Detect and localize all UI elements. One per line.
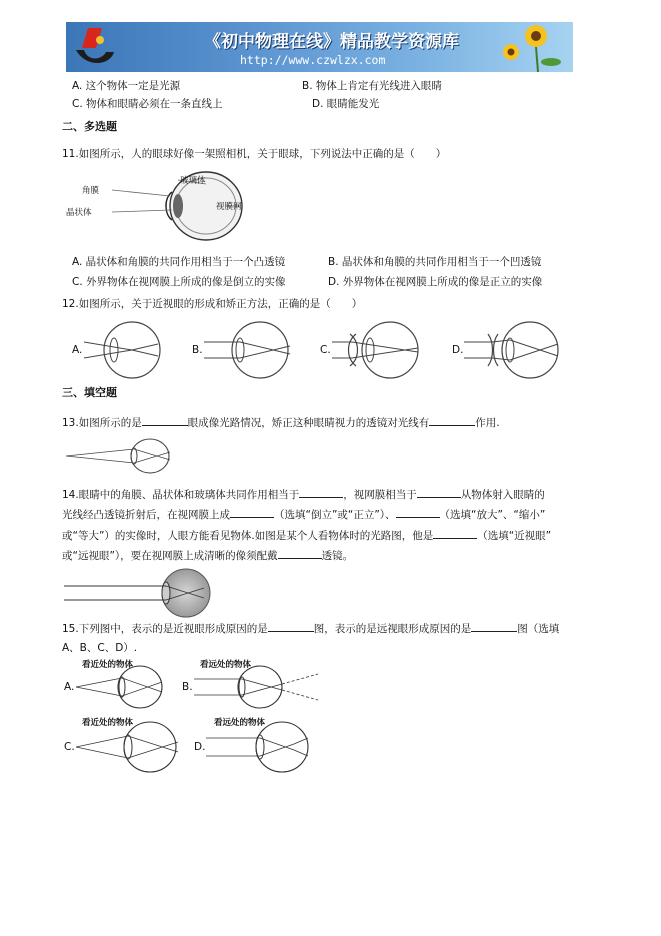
- q14-line-4: 或“远视眼”），要在视网膜上成清晰的像须配戴 透镜。: [62, 550, 354, 562]
- q12-label-c[interactable]: C.: [320, 344, 331, 356]
- q13-blank-1[interactable]: [142, 415, 188, 426]
- q15-label-a[interactable]: A.: [64, 681, 75, 693]
- label-lens: 晶状体: [66, 208, 92, 218]
- q10-option-d[interactable]: D. 眼睛能发光: [312, 98, 380, 110]
- q13-part2: 眼成像光路情况，矫正这种眼睛视力的透镜对光线有: [187, 417, 430, 429]
- q12-label-d[interactable]: D.: [452, 344, 464, 356]
- banner-title: 《初中物理在线》精品教学资源库: [204, 32, 459, 52]
- header-banner: [66, 22, 573, 72]
- q15-diagram-b: [194, 664, 324, 714]
- q11-option-b[interactable]: B. 晶状体和角膜的共同作用相当于一个凹透镜: [328, 256, 542, 268]
- q12-stem: 12.如图所示，关于近视眼的形成和矫正方法，正确的是（ ）: [62, 298, 363, 310]
- q12-diagram-c: [332, 320, 422, 384]
- q15-blank-2[interactable]: [471, 621, 517, 632]
- q15-blank-1[interactable]: [268, 621, 314, 632]
- q13-blank-2[interactable]: [429, 415, 475, 426]
- q15-label-c[interactable]: C.: [64, 741, 75, 753]
- q11-option-c[interactable]: C. 外界物体在视网膜上所成的像是倒立的实像: [72, 276, 286, 288]
- q12-diagram-b: [204, 320, 294, 384]
- q13-part1: 13.如图所示的是: [62, 417, 142, 429]
- q14-blank-3[interactable]: [230, 507, 274, 518]
- q14-line-2: 光线经凸透镜折射后，在视网膜上成 （选填“倒立”或“正立”）、 （选填“放大”、“缩小”: [62, 509, 546, 521]
- q14-blank-6[interactable]: [278, 548, 322, 559]
- q10-option-c[interactable]: C. 物体和眼睛必须在一条直线上: [72, 98, 223, 110]
- sunflower-icon: [503, 25, 561, 72]
- q13-diagram: [66, 438, 176, 478]
- q15-line-2: A、B、C、D）.: [62, 642, 138, 654]
- q15-caption-d: 看远处的物体: [214, 718, 266, 728]
- q15-diagram-c: [76, 720, 186, 778]
- label-cornea: 角膜: [82, 186, 100, 196]
- q12-label-b[interactable]: B.: [192, 344, 203, 356]
- label-retina: 视膜网: [216, 202, 242, 212]
- q15-line-1: 15.下列图中，表示的是近视眼形成原因的是 图，表示的是远视眼形成原因的是 图（选填: [62, 623, 560, 635]
- q15-diagram-a: [76, 664, 166, 714]
- q11-option-d[interactable]: D. 外界物体在视网膜上所成的像是正立的实像: [328, 276, 543, 288]
- q14-diagram: [64, 568, 214, 622]
- q13-part3: 作用.: [475, 417, 500, 429]
- q12-label-a[interactable]: A.: [72, 344, 83, 356]
- q15-label-d[interactable]: D.: [194, 741, 206, 753]
- q15-diagram-d: [206, 720, 316, 778]
- q13-text: [62, 415, 500, 430]
- logo-icon: [76, 28, 114, 63]
- q15-caption-a: 看近处的物体: [82, 660, 134, 670]
- q15-label-b[interactable]: B.: [182, 681, 193, 693]
- q14-blank-5[interactable]: [433, 528, 477, 539]
- banner-url: http://www.czwlzx.com: [240, 53, 386, 67]
- q10-option-a[interactable]: A. 这个物体一定是光源: [72, 80, 181, 92]
- q15-caption-c: 看近处的物体: [82, 718, 134, 728]
- q14-blank-2[interactable]: [417, 487, 461, 498]
- q11-eye-diagram: [66, 166, 256, 246]
- q14-line-3: 或“等大”）的实像时，人眼方能看见物体.如图是某个人看物体时的光路图，他是 （选填“近视眼”: [62, 530, 552, 542]
- section-title-multi-choice: 二、多选题: [62, 120, 117, 133]
- section-title-fill-in: 三、填空题: [62, 386, 117, 399]
- q12-diagram-a: [84, 320, 164, 384]
- q12-diagram-d: [464, 320, 564, 384]
- q15-caption-b: 看远处的物体: [200, 660, 252, 670]
- q11-option-a[interactable]: A. 晶状体和角膜的共同作用相当于一个凸透镜: [72, 256, 286, 268]
- label-vitreous: 玻璃体: [180, 176, 206, 186]
- q10-option-b[interactable]: B. 物体上肯定有光线进入眼睛: [302, 80, 442, 92]
- q14-blank-4[interactable]: [396, 507, 440, 518]
- q14-line-1: 14.眼睛中的角膜、晶状体和玻璃体共同作用相当于 ，视网膜相当于 从物体射入眼睛的: [62, 489, 545, 501]
- q14-blank-1[interactable]: [299, 487, 343, 498]
- q11-stem: 11.如图所示，人的眼球好像一架照相机，关于眼球，下列说法中正确的是（ ）: [62, 148, 447, 160]
